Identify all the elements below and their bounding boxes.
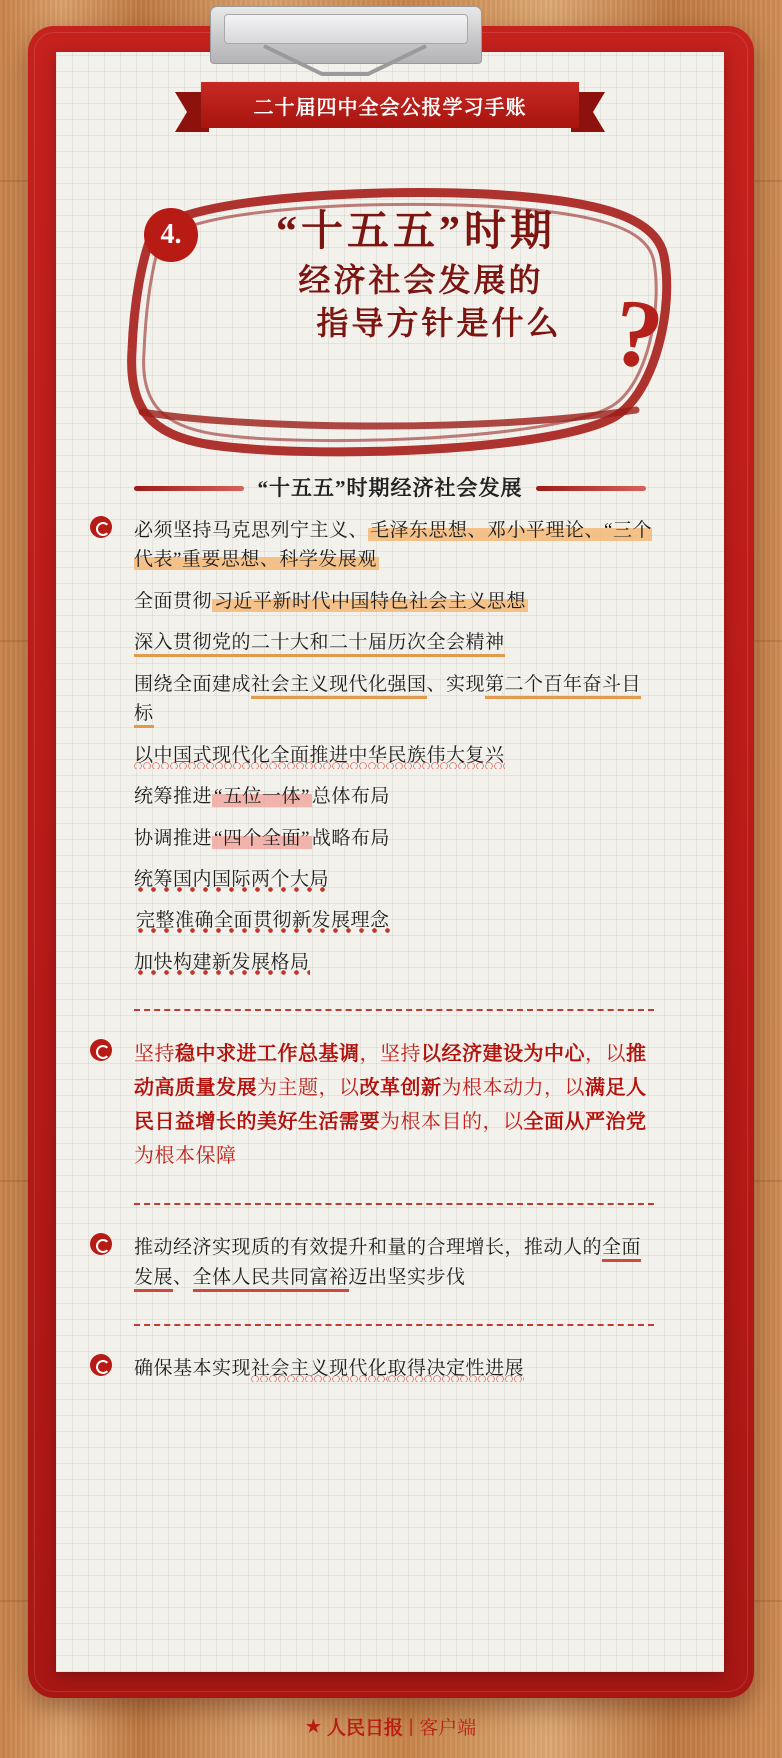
text-segment-underline: 深入贯彻党的二十大和二十届历次全会精神: [134, 632, 505, 657]
text-segment: 为主题，以: [257, 1077, 360, 1100]
text-segment-highlight: 毛泽东思想、邓小平理论、“三个代表”重要思想、科学发展观: [134, 520, 652, 571]
text-segment-strong: 稳中求进工作总基调: [175, 1043, 360, 1066]
text-segment: 确保基本实现: [134, 1358, 252, 1380]
footer: [0, 1713, 782, 1740]
ribbon-title: 二十届四中全会公报学习手账: [201, 82, 579, 128]
list-item: [134, 510, 654, 581]
text-segment: 为根本动力，以: [441, 1077, 585, 1100]
text-segment: 战略布局: [311, 827, 390, 849]
footer-separator: |: [409, 1715, 414, 1737]
text-segment-dot-underline: 加快构建新发展格局: [134, 952, 310, 977]
text-segment: 围绕全面建成: [134, 673, 252, 695]
list-item: [134, 776, 654, 817]
text-segment: 协调推进: [134, 827, 213, 849]
text-segment-strong: 以经济建设为中心: [421, 1043, 585, 1066]
title-line-1: “十五五”时期: [275, 209, 556, 255]
spiral-bullet-icon: [90, 1233, 112, 1255]
text-segment: 为根本目的，以: [380, 1111, 524, 1134]
heading-rule-left: [134, 486, 244, 491]
clipboard-clip-inner: [224, 14, 468, 44]
star-icon: ★: [305, 1716, 322, 1736]
text-segment: 为根本保障: [134, 1145, 237, 1168]
text-segment: 必须坚持马克思列宁主义、: [134, 520, 369, 541]
title-line-2: 经济社会发展的: [298, 261, 544, 298]
spiral-bullet-icon: [90, 516, 112, 538]
text-segment-strong: 全面从严治党: [523, 1111, 647, 1134]
step-number-badge: 4.: [144, 208, 198, 262]
text-segment-strong: 推动高质量发展: [134, 1043, 647, 1100]
heading-rule-right: [536, 486, 646, 491]
list-block: [134, 510, 654, 983]
text-segment: 全面贯彻: [134, 590, 213, 612]
text-segment-wave-underline: 以中国式现代化全面推进中华民族伟大复兴: [134, 745, 505, 769]
list-item: [134, 622, 654, 663]
note-paper: [56, 52, 724, 1672]
list-item: [134, 859, 654, 900]
dashed-divider: [134, 1203, 654, 1205]
dashed-divider: [134, 1324, 654, 1326]
text-segment-strong: 改革创新: [359, 1077, 442, 1100]
text-segment: 迈出坚实步伐: [348, 1266, 466, 1288]
title-line-3: 指导方针是什么: [316, 304, 562, 341]
text-segment-wave-underline: 社会主义现代化: [251, 1358, 388, 1382]
dashed-divider: [134, 1009, 654, 1011]
text-segment: 总体布局: [311, 786, 390, 808]
text-segment: 、实现: [426, 673, 486, 695]
list-item: [134, 735, 654, 776]
section-heading-text: “十五五”时期经济社会发展: [257, 476, 523, 500]
section-heading: [56, 472, 724, 502]
paragraph: [134, 1033, 654, 1177]
list-item: [134, 818, 654, 859]
text-segment: ，坚持: [359, 1043, 421, 1066]
text-segment-highlight: “五位一体”: [214, 786, 310, 808]
title-block: [56, 160, 724, 460]
spiral-bullet-icon: [90, 1354, 112, 1376]
footer-brand: 人民日报: [327, 1718, 404, 1739]
clipboard-clip-arch: [262, 44, 428, 78]
text-segment: ，以: [585, 1043, 626, 1066]
list-item: [134, 581, 654, 622]
spiral-bullet-icon: [90, 1039, 112, 1061]
text-segment: 坚持: [134, 1043, 175, 1066]
red-paragraph-block: [134, 1033, 654, 1177]
footer-logo: [306, 1713, 476, 1740]
content-area: [134, 510, 654, 1390]
list-item: [134, 942, 654, 983]
text-segment: 推动经济实现质的有效提升和量的合理增长，推动人的: [134, 1237, 603, 1259]
paragraph: [134, 1348, 654, 1389]
header-ribbon: [175, 82, 605, 130]
list-item: [134, 664, 654, 735]
paragraph: [134, 1227, 654, 1298]
text-segment-wave-underline: 取得决定性进展: [388, 1358, 525, 1382]
text-segment-underline: 全体人民共同富裕: [193, 1267, 349, 1292]
text-segment-highlight: “四个全面”: [214, 827, 310, 849]
text-segment-strong: 满足人民日益增长的美好生活需要: [134, 1077, 647, 1134]
text-segment-underline: 全面发展: [134, 1237, 641, 1291]
text-segment-highlight-dots: 完整准确全面贯彻新发展理念: [134, 910, 392, 935]
text-segment: 统筹推进: [134, 786, 213, 808]
list-item: [134, 900, 654, 941]
text-segment-underline: 社会主义现代化强国: [251, 674, 427, 699]
footer-app-label: 客户端: [419, 1718, 477, 1739]
paragraph-block: [134, 1227, 654, 1298]
text-segment-highlight: 习近平新时代中国特色社会主义思想: [214, 590, 527, 612]
question-mark: ?: [606, 277, 670, 390]
text-segment-dot-underline: 统筹国内国际两个大局: [134, 869, 329, 894]
text-segment-underline: 第二个百年奋斗目标: [134, 674, 641, 728]
title-text: [206, 206, 626, 345]
paragraph-block: [134, 1348, 654, 1389]
text-segment: 、: [173, 1266, 193, 1288]
